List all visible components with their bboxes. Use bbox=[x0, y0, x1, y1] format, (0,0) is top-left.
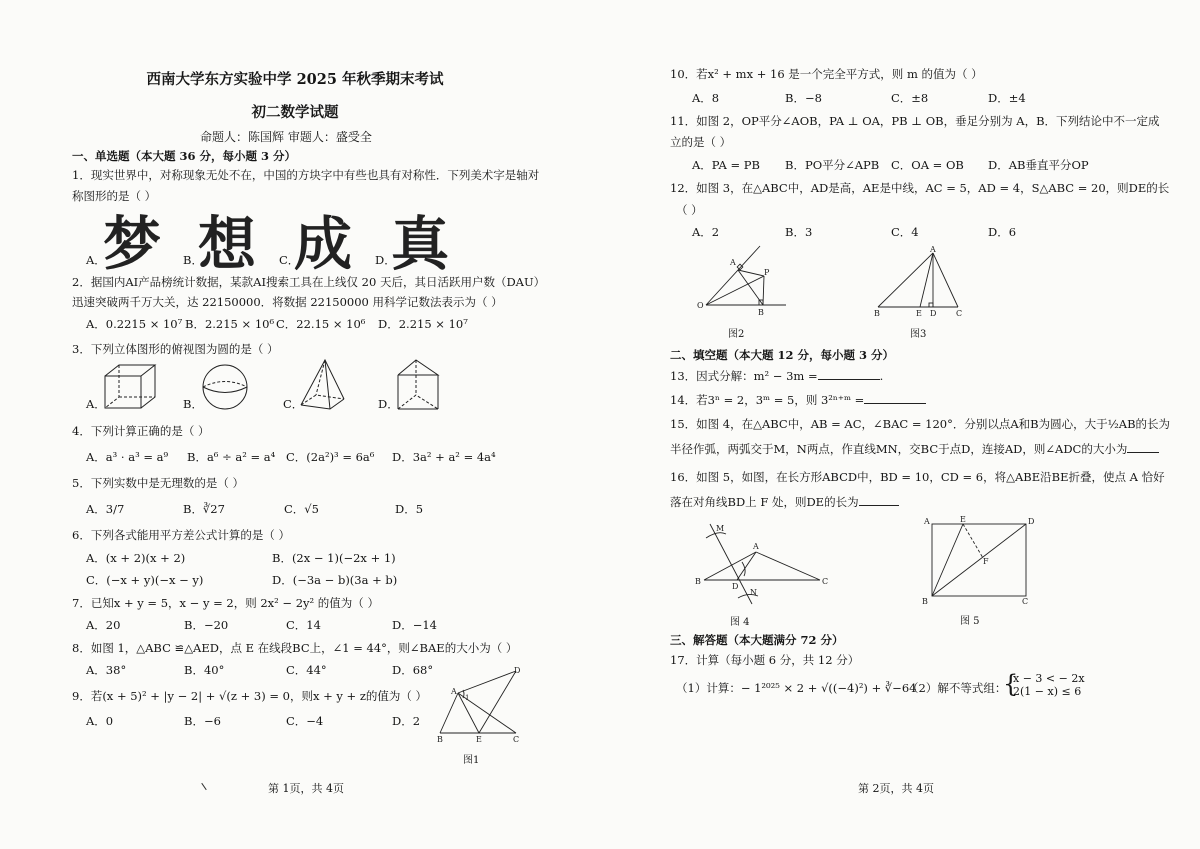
section-3-heading: 三、解答题（本大题满分 72 分） bbox=[670, 633, 844, 647]
q9-option-d: D．2 bbox=[392, 714, 421, 728]
q6-text: 6．下列各式能用平方差公式计算的是（ ） bbox=[72, 528, 290, 542]
exam-subtitle: 初二数学试题 bbox=[251, 104, 339, 121]
fig1-angle-label: 1 bbox=[465, 694, 470, 702]
q13-text: 13．因式分解：m² − 3m = bbox=[670, 369, 818, 383]
q7-option-a: A．20 bbox=[86, 618, 121, 632]
fig2-label-o: O bbox=[697, 301, 704, 310]
figure-5 bbox=[920, 514, 1040, 604]
fig4-label-m: M bbox=[716, 524, 725, 533]
q1-option-a: A． bbox=[86, 253, 106, 267]
cube-figure bbox=[102, 362, 158, 412]
q9-options bbox=[86, 714, 436, 728]
q10-options bbox=[692, 91, 1112, 105]
q1-option-c: C． bbox=[279, 253, 300, 267]
q12-option-b: B．3 bbox=[785, 225, 813, 239]
stray-mark bbox=[201, 783, 206, 790]
q4-option-d: D．3a² + a² = 4a⁴ bbox=[392, 450, 496, 464]
q4-option-b: B．a⁶ ÷ a² = a⁴ bbox=[187, 450, 276, 464]
figure-1 bbox=[430, 663, 530, 747]
q9-option-b: B．−6 bbox=[184, 714, 221, 728]
q2-text-line2: 迅速突破两千万大关，达 22150000．将数据 22150000 用科学记数法表示为（ ） bbox=[72, 295, 503, 309]
prism-figure bbox=[394, 357, 444, 413]
q14-answer-blank[interactable] bbox=[864, 392, 926, 404]
q5-option-d: D．5 bbox=[395, 502, 424, 516]
pyramid-figure bbox=[298, 357, 348, 413]
figure-3 bbox=[870, 243, 970, 321]
q13-answer-blank[interactable] bbox=[818, 368, 880, 380]
q14-line bbox=[670, 392, 926, 407]
figure-2 bbox=[694, 243, 794, 321]
q4-options bbox=[86, 450, 506, 464]
q5-option-b: B．∛27 bbox=[183, 502, 225, 516]
q7-options bbox=[86, 618, 506, 632]
fig2-label-a: A bbox=[730, 258, 736, 267]
q15-text-line2: 半径作弧，两弧交于M，N两点，作直线MN，交BC于点D，连接AD，则∠ADC的大小为 bbox=[670, 442, 1128, 456]
q8-option-b: B．40° bbox=[184, 663, 225, 677]
q4-option-a: A．a³ · a³ = a⁹ bbox=[86, 450, 169, 464]
q8-text: 8．如图 1，△ABC ≌△AED，点 E 在线段BC上，∠1 = 44°，则∠BAE的大小为（ ） bbox=[72, 641, 518, 655]
q14-text: 14．若3ⁿ = 2，3ᵐ = 5，则 3²ⁿ⁺ᵐ = bbox=[670, 393, 865, 407]
section-1-heading: 一、单选题（本大题 36 分，每小题 3 分） bbox=[72, 149, 297, 163]
fig2-caption: 图2 bbox=[728, 329, 745, 340]
fig1-caption: 图1 bbox=[463, 755, 480, 766]
fig2-label-b: B bbox=[758, 308, 764, 317]
q2-option-a: A．0.2215 × 10⁷ bbox=[86, 317, 183, 331]
q6-option-b: B．(2x − 1)(−2x + 1) bbox=[272, 551, 396, 565]
figure-4 bbox=[692, 518, 832, 610]
q8-option-d: D．68° bbox=[392, 663, 434, 677]
q1-char-a: 梦 bbox=[103, 210, 162, 278]
q10-option-a: A．8 bbox=[692, 91, 720, 105]
q11-option-b: B．PO平分∠APB bbox=[785, 158, 880, 172]
q1-char-c: 成 bbox=[294, 210, 353, 278]
q1-text-line2: 称图形的是（ ） bbox=[72, 189, 157, 203]
q10-option-d: D．±4 bbox=[988, 91, 1026, 105]
q2-options bbox=[86, 317, 506, 331]
fig5-label-a: A bbox=[924, 517, 930, 526]
q2-option-d: D．2.215 × 10⁷ bbox=[378, 317, 468, 331]
q15-line2 bbox=[670, 441, 1159, 456]
q10-text: 10．若x² + mx + 16 是一个完全平方式，则 m 的值为（ ） bbox=[670, 67, 983, 81]
q7-option-c: C．14 bbox=[286, 618, 321, 632]
q4-text: 4．下列计算正确的是（ ） bbox=[72, 424, 210, 438]
page1-footer: 第 1页，共 4页 bbox=[268, 782, 344, 795]
fig5-label-b: B bbox=[922, 597, 928, 604]
fig4-label-n: N bbox=[750, 588, 757, 597]
q3-option-b: B． bbox=[183, 397, 203, 411]
fig4-label-a: A bbox=[753, 542, 759, 551]
q9-option-a: A．0 bbox=[86, 714, 114, 728]
q8-option-a: A．38° bbox=[86, 663, 127, 677]
q11-option-c: C．OA = OB bbox=[891, 158, 964, 172]
q12-text-line2: （ ） bbox=[676, 203, 703, 217]
fig1-label-e: E bbox=[476, 735, 482, 744]
q5-option-c: C．√5 bbox=[284, 502, 319, 516]
q12-text-line1: 12．如图 3，在△ABC中，AD是高，AE是中线，AC = 5，AD = 4，S△ABC = 20，则DE的长 bbox=[670, 181, 1170, 195]
fig1-label-c: C bbox=[513, 735, 520, 744]
fig5-label-c: C bbox=[1022, 597, 1029, 604]
q17-text: 17．计算（每小题 6 分，共 12 分） bbox=[670, 653, 860, 667]
q5-text: 5．下列实数中是无理数的是（ ） bbox=[72, 476, 244, 490]
q6-option-c: C．(−x + y)(−x − y) bbox=[86, 573, 204, 587]
fig4-label-d: D bbox=[732, 582, 739, 591]
q1-text-line1: 1．现实世界中，对称现象无处不在，中国的方块字中有些也具有对称性．下列美术字是轴对 bbox=[72, 168, 540, 182]
fig3-label-d: D bbox=[930, 309, 937, 318]
q6-options bbox=[86, 551, 506, 591]
fig5-label-f: F bbox=[983, 557, 989, 566]
q17-inequality-1: x − 3 < − 2x bbox=[1013, 672, 1085, 685]
q17-part1: （1）计算：− 1²⁰²⁵ × 2 + √((−4)²) + ∛−64 bbox=[676, 681, 917, 695]
q12-option-c: C．4 bbox=[891, 225, 919, 239]
q5-option-a: A．3/7 bbox=[86, 502, 125, 516]
q3-text: 3．下列立体图形的俯视图为圆的是（ ） bbox=[72, 342, 279, 356]
q16-text-line1: 16．如图 5，如图，在长方形ABCD中，BD = 10，CD = 6，将△ABE沿BE折叠，使点 A 恰好 bbox=[670, 470, 1165, 484]
q17-part2: （2）解不等式组： bbox=[907, 681, 1007, 695]
fig4-label-c: C bbox=[822, 577, 829, 586]
q13-line: 13．因式分解：m² − 3m = . bbox=[670, 369, 884, 383]
q11-options bbox=[692, 158, 1132, 172]
section-2-heading: 二、填空题（本大题 12 分，每小题 3 分） bbox=[670, 348, 895, 362]
q3-option-a: A． bbox=[86, 397, 106, 411]
fig3-label-e: E bbox=[916, 309, 922, 318]
fig3-label-b: B bbox=[874, 309, 880, 318]
fig2-label-p: P bbox=[764, 268, 770, 277]
q7-option-d: D．−14 bbox=[392, 618, 437, 632]
q9-option-c: C．−4 bbox=[286, 714, 324, 728]
q16-line2 bbox=[670, 494, 899, 509]
q10-option-c: C．±8 bbox=[891, 91, 929, 105]
q16-answer-blank[interactable] bbox=[859, 494, 899, 506]
q8-option-c: C．44° bbox=[286, 663, 327, 677]
fig3-label-c: C bbox=[956, 309, 963, 318]
fig1-label-b: B bbox=[437, 735, 443, 744]
q16-text-line2: 落在对角线BD上 F 处，则DE的长为 bbox=[670, 495, 859, 509]
q1-option-b: B． bbox=[183, 253, 203, 267]
q12-option-d: D．6 bbox=[988, 225, 1017, 239]
q2-option-b: B．2.215 × 10⁶ bbox=[185, 317, 275, 331]
q4-option-c: C．(2a²)³ = 6a⁶ bbox=[286, 450, 375, 464]
q11-option-a: A．PA = PB bbox=[692, 158, 760, 172]
q1-options bbox=[86, 253, 506, 267]
q17-inequality-2: 2(1 − x) ≤ 6 bbox=[1013, 685, 1082, 698]
q12-options bbox=[692, 225, 1112, 239]
exam-title: 西南大学东方实验中学 2025 年秋季期末考试 bbox=[146, 71, 444, 88]
fig3-caption: 图3 bbox=[910, 329, 927, 340]
q2-text-line1: 2．据国内AI产品榜统计数据，某款AI搜索工具在上线仅 20 天后，其日活跃用户数（DAU） bbox=[72, 275, 546, 289]
q9-text: 9．若(x + 5)² + |y − 2| + √(z + 3) = 0，则x + y + z的值为（ ） bbox=[72, 689, 428, 703]
fig5-label-d: D bbox=[1028, 517, 1035, 526]
q6-option-a: A．(x + 2)(x + 2) bbox=[86, 551, 186, 565]
q1-char-d: 真 bbox=[391, 210, 450, 278]
q15-text-line1: 15．如图 4，在△ABC中，AB = AC，∠BAC = 120°．分别以点A和B为圆心，大于½AB的长为 bbox=[670, 417, 1171, 431]
exam-page-2 bbox=[600, 0, 1200, 849]
q1-char-b: 想 bbox=[198, 210, 257, 278]
page2-footer: 第 2页，共 4页 bbox=[858, 782, 934, 795]
q7-text: 7．已知x + y = 5，x − y = 2，则 2x² − 2y² 的值为（ ） bbox=[72, 596, 379, 610]
q11-text-line1: 11．如图 2，OP平分∠AOB，PA ⊥ OA，PB ⊥ OB，垂足分别为 A，B．下列结论中不一定成 bbox=[670, 114, 1160, 128]
fig4-label-b: B bbox=[695, 577, 701, 586]
q11-option-d: D．AB垂直平分OP bbox=[988, 158, 1089, 172]
q7-option-b: B．−20 bbox=[184, 618, 229, 632]
fig5-label-e: E bbox=[960, 515, 966, 524]
q2-option-c: C．22.15 × 10⁶ bbox=[276, 317, 366, 331]
sphere-figure bbox=[200, 362, 250, 412]
fig4-caption: 图 4 bbox=[730, 617, 750, 628]
q3-option-d: D． bbox=[378, 397, 399, 411]
fig3-label-a: A bbox=[930, 245, 936, 254]
system-brace: { bbox=[1003, 670, 1019, 698]
q15-answer-blank[interactable] bbox=[1127, 441, 1159, 453]
q5-options bbox=[86, 502, 506, 516]
exam-authors: 命题人：陈国辉 审题人：盛受全 bbox=[200, 130, 372, 144]
q12-option-a: A．2 bbox=[692, 225, 720, 239]
q11-text-line2: 立的是（ ） bbox=[670, 135, 732, 149]
q6-option-d: D．(−3a − b)(3a + b) bbox=[272, 573, 398, 587]
fig1-label-a: A bbox=[451, 687, 457, 696]
q1-option-d: D． bbox=[375, 253, 396, 267]
q3-option-c: C． bbox=[283, 397, 304, 411]
fig1-label-d: D bbox=[514, 666, 521, 675]
fig5-caption: 图 5 bbox=[960, 616, 980, 627]
q10-option-b: B．−8 bbox=[785, 91, 822, 105]
